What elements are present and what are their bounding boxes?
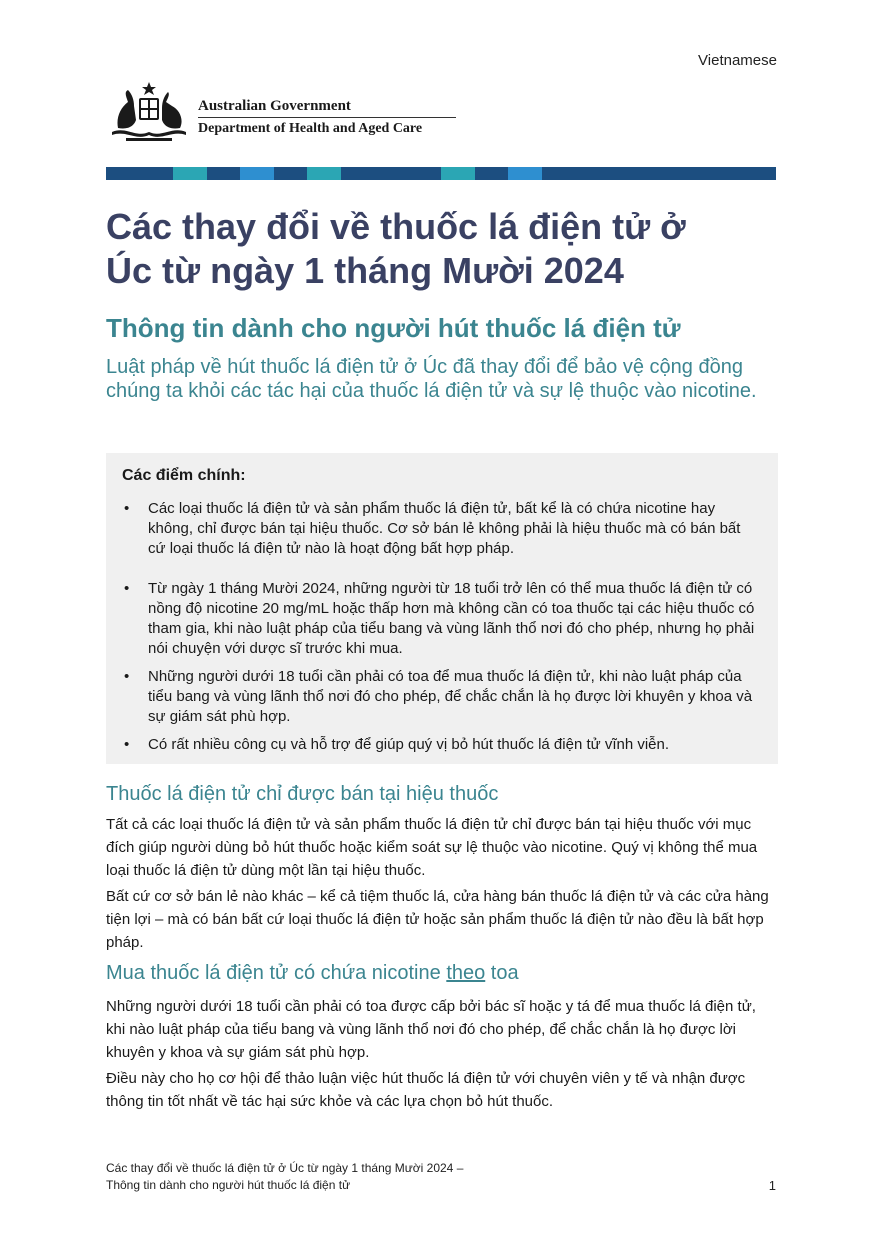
section2-paragraph-1: Những người dưới 18 tuổi cần phải có toa được cấp bởi bác sĩ hoặc y tá để mua thuốc lá điện tử, khi nào luật pháp của tiểu bang và vùng lãnh thổ nơi đó cho phép, để chắc chắn là họ được lời khuyên y khoa và sự giám sát phù hợp. — [106, 998, 756, 1061]
stripe-segment — [374, 167, 408, 180]
section1-paragraph-2: Bất cứ cơ sở bán lẻ nào khác – kể cả tiệm thuốc lá, cửa hàng bán thuốc lá điện tử và các cửa hàng tiện lợi – mà có bán bất cứ loại thuốc lá điện tử hoặc sản phẩm thuốc lá điện tử nào đều là bất hợp pháp. — [106, 888, 769, 951]
stripe-segment — [642, 167, 676, 180]
section1-paragraph-1: Tất cả các loại thuốc lá điện tử và sản phẩm thuốc lá điện tử chỉ được bán tại hiệu thuốc với mục đích giúp người dùng bỏ hút thuốc hoặc kiểm soát sự lệ thuộc vào nicotine. Quý vị không thể mua loại thuốc lá điện tử dùng một lần tại hiệu thuốc. — [106, 816, 758, 879]
department-name: Department of Health and Aged Care — [198, 121, 423, 136]
title-line-1: Các thay đổi về thuốc lá điện tử ở — [106, 206, 686, 247]
footer-line-2: Thông tin dành cho người hút thuốc lá điện tử — [106, 1178, 351, 1192]
stripe-segment — [575, 167, 609, 180]
stripe-segment — [274, 167, 308, 180]
stripe-segment — [240, 167, 274, 180]
header-divider — [198, 117, 456, 118]
section-heading-pharmacy: Thuốc lá điện tử chỉ được bán tại hiệu thuốc — [106, 783, 499, 805]
stripe-segment — [408, 167, 442, 180]
heading-part: Mua thuốc lá điện tử có chứa nicotine — [106, 962, 447, 984]
language-label: Vietnamese — [698, 52, 777, 69]
title-line-2: Úc từ ngày 1 tháng Mười 2024 — [106, 250, 624, 291]
section-heading-prescription — [106, 960, 519, 986]
stripe-segment — [709, 167, 743, 180]
government-name: Australian Government — [198, 98, 351, 114]
key-point-item: • Các loại thuốc lá điện tử và sản phẩm thuốc lá điện tử, bất kể là có chứa nicotine hay không, chỉ được bán tại hiệu thuốc. Cơ sở bán lẻ không phải là hiệu thuốc mà có bán bất cứ loại thuốc lá điện tử nào là hoạt động bất hợp pháp. — [122, 499, 762, 559]
page-footer — [106, 1160, 776, 1194]
stripe-segment — [609, 167, 643, 180]
coat-of-arms-icon — [106, 80, 192, 146]
footer-line-1: Các thay đổi về thuốc lá điện tử ở Úc từ ngày 1 tháng Mười 2024 – — [106, 1161, 464, 1175]
stripe-segment — [441, 167, 475, 180]
page-number: 1 — [768, 1178, 776, 1193]
section2-paragraph-2: Điều này cho họ cơ hội để thảo luận việc hút thuốc lá điện tử với chuyên viên y tế và nhận được thông tin tốt nhất về tác hại sức khỏe và các lựa chọn bỏ hút thuốc. — [106, 1070, 746, 1110]
heading-underlined-word: theo — [446, 962, 486, 984]
key-point-item: • Có rất nhiều công cụ và hỗ trợ để giúp quý vị bỏ hút thuốc lá điện tử vĩnh viễn. — [122, 735, 762, 755]
intro-text: Luật pháp về hút thuốc lá điện tử ở Úc đã thay đổi để bảo vệ cộng đồng chúng ta khỏi các tác hại của thuốc lá điện tử và sự lệ thuộc vào nicotine. — [106, 356, 757, 402]
stripe-segment — [542, 167, 576, 180]
key-point-item: • Từ ngày 1 tháng Mười 2024, những người từ 18 tuổi trở lên có thể mua thuốc lá điện tử có nồng độ nicotine 20 mg/mL hoặc thấp hơn mà không cần có toa thuốc tại các hiệu thuốc có tham gia, khi nào luật pháp của tiểu bang và vùng lãnh thổ nơi đó cho phép, nhưng họ phải nói chuyện với dược sĩ trước khi mua. — [122, 579, 762, 659]
key-points-title: Các điểm chính: — [122, 467, 246, 484]
stripe-segment — [341, 167, 375, 180]
key-point-item: • Những người dưới 18 tuổi cần phải có toa để mua thuốc lá điện tử, khi nào luật pháp của tiểu bang và vùng lãnh thổ nơi đó cho phép, để chắc chắn là họ được lời khuyên y khoa và sự giám sát phù hợp. — [122, 667, 762, 727]
key-points-list — [122, 499, 762, 755]
color-stripe — [106, 167, 776, 180]
heading-part: toa — [485, 962, 519, 984]
key-points-box — [106, 453, 778, 764]
stripe-segment — [140, 167, 174, 180]
stripe-segment — [173, 167, 207, 180]
page-title — [106, 205, 786, 293]
stripe-segment — [508, 167, 542, 180]
stripe-segment — [475, 167, 509, 180]
government-header — [106, 80, 466, 148]
stripe-segment — [106, 167, 140, 180]
page-subtitle: Thông tin dành cho người hút thuốc lá điện tử — [106, 313, 681, 343]
stripe-segment — [743, 167, 777, 180]
stripe-segment — [207, 167, 241, 180]
stripe-segment — [676, 167, 710, 180]
stripe-segment — [307, 167, 341, 180]
